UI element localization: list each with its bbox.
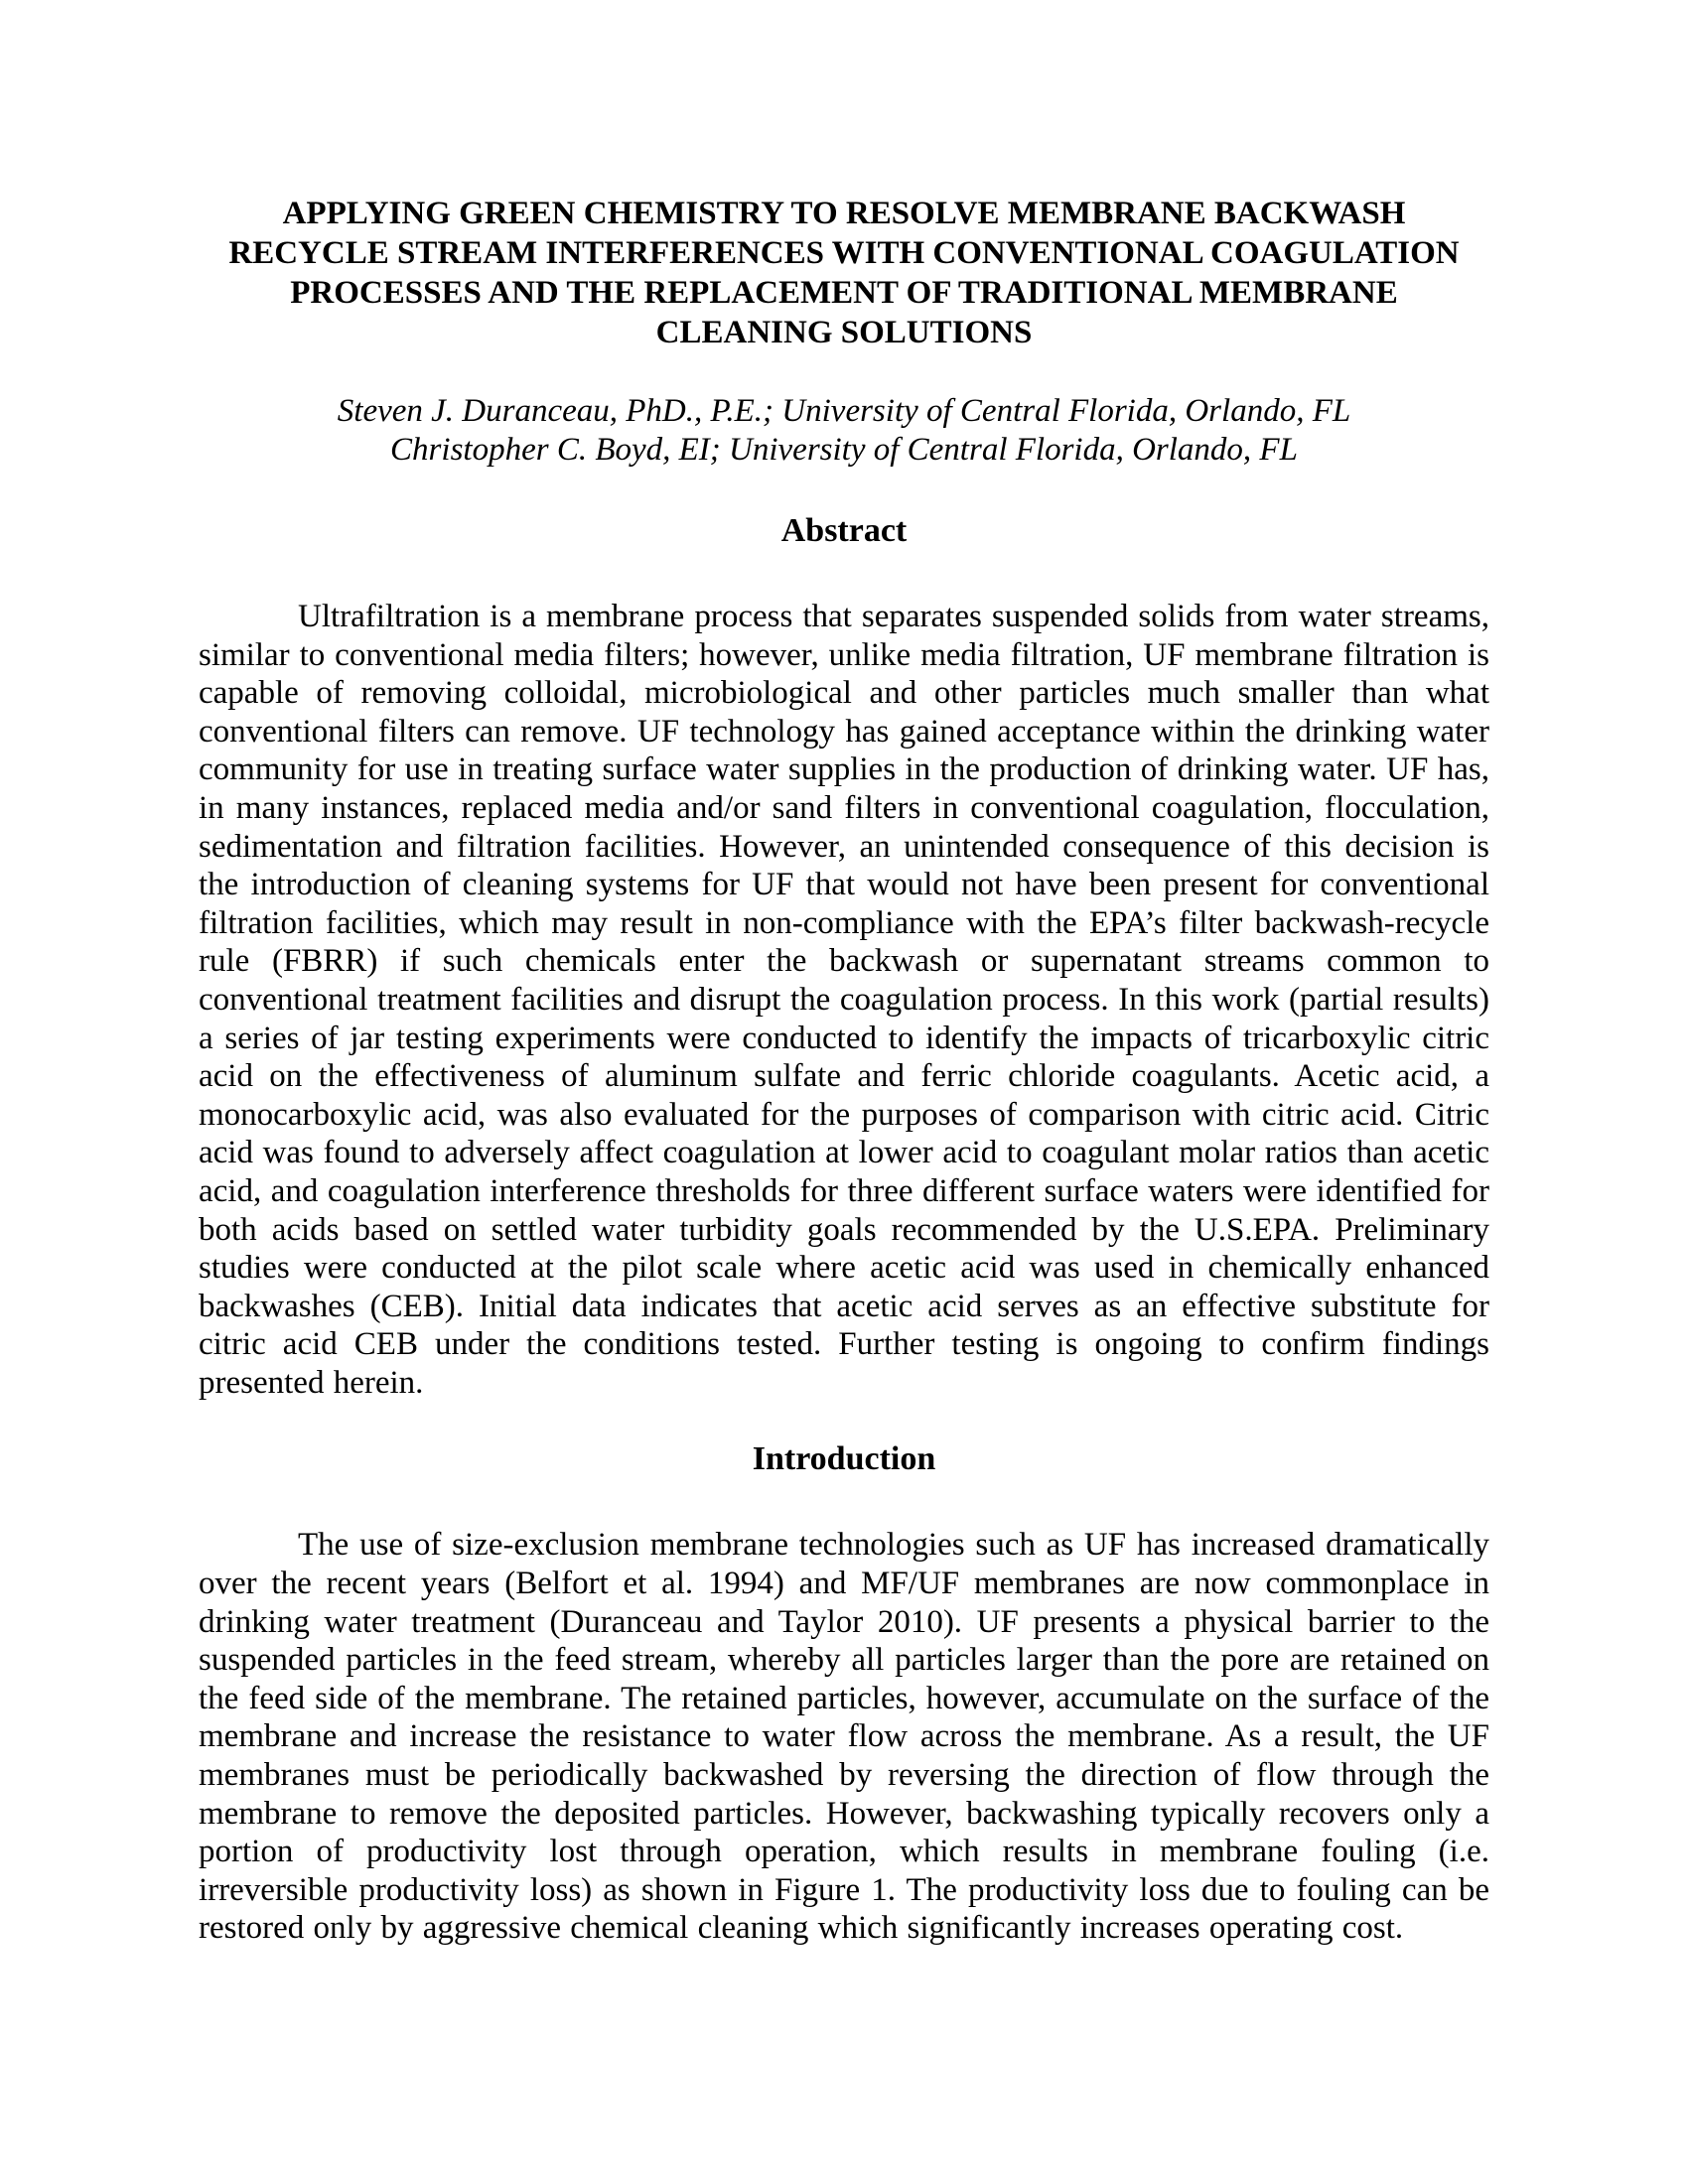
paper-title-line-3: PROCESSES AND THE REPLACEMENT OF TRADITIONAL MEMBRANE [290,275,1398,311]
author-line-1: Steven J. Duranceau, PhD., P.E.; University of Central Florida, Orlando, FL [337,393,1351,429]
paper-title-line-1: APPLYING GREEN CHEMISTRY TO RESOLVE MEMBRANE BACKWASH [282,196,1406,231]
paper-title-line-2: RECYCLE STREAM INTERFERENCES WITH CONVENTIONAL COAGULATION [228,235,1460,271]
author-block [199,392,1489,470]
abstract-paragraph: Ultrafiltration is a membrane process that separates suspended solids from water streams, similar to conventional media filters; however, unlike media filtration, UF membrane filtration is capable of removing colloidal, microbiological and other particles much smaller than what conventional filters can remove. UF technology has gained acceptance within the drinking water community for use in treating surface water supplies in the production of drinking water. UF has, in many instances, replaced media and/or sand filters in conventional coagulation, flocculation, sedimentation and filtration facilities. However, an unintended consequence of this decision is the introduction of cleaning systems for UF that would not have been present for conventional filtration facilities, which may result in non-compliance with the EPA’s filter backwash-recycle rule (FBRR) if such chemicals enter the backwash or supernatant streams common to conventional treatment facilities and disrupt the coagulation process. In this work (partial results) a series of jar testing experiments were conducted to identify the impacts of tricarboxylic citric acid on the effectiveness of aluminum sulfate and ferric chloride coagulants. Acetic acid, a monocarboxylic acid, was also evaluated for the purposes of comparison with citric acid. Citric acid was found to adversely affect coagulation at lower acid to coagulant molar ratios than acetic acid, and coagulation interference thresholds for three different surface waters were identified for both acids based on settled water turbidity goals recommended by the U.S.EPA. Preliminary studies were conducted at the pilot scale where acetic acid was used in chemically enhanced backwashes (CEB). Initial data indicates that acetic acid serves as an effective substitute for citric acid CEB under the conditions tested. Further testing is ongoing to confirm findings presented herein. [199,599,1489,1401]
author-line-2: Christopher C. Boyd, EI; University of Central Florida, Orlando, FL [390,432,1298,468]
paper-title [199,194,1489,352]
section-heading-introduction: Introduction [752,1440,936,1478]
paper-title-line-4: CLEANING SOLUTIONS [655,315,1033,350]
section-heading-abstract: Abstract [780,512,908,549]
introduction-paragraph: The use of size-exclusion membrane technologies such as UF has increased dramatically over the recent years (Belfort et al. 1994) and MF/UF membranes are now commonplace in drinking water treatment (Duranceau and Taylor 2010). UF presents a physical barrier to the suspended particles in the feed stream, whereby all particles larger than the pore are retained on the feed side of the membrane. The retained particles, however, accumulate on the surface of the membrane and increase the resistance to water flow across the membrane. As a result, the UF membranes must be periodically backwashed by reversing the direction of flow through the membrane to remove the deposited particles. However, backwashing typically recovers only a portion of productivity lost through operation, which results in membrane fouling (i.e. irreversible productivity loss) as shown in Figure 1. The productivity loss due to fouling can be restored only by aggressive chemical cleaning which significantly increases operating cost. [199,1527,1489,1947]
